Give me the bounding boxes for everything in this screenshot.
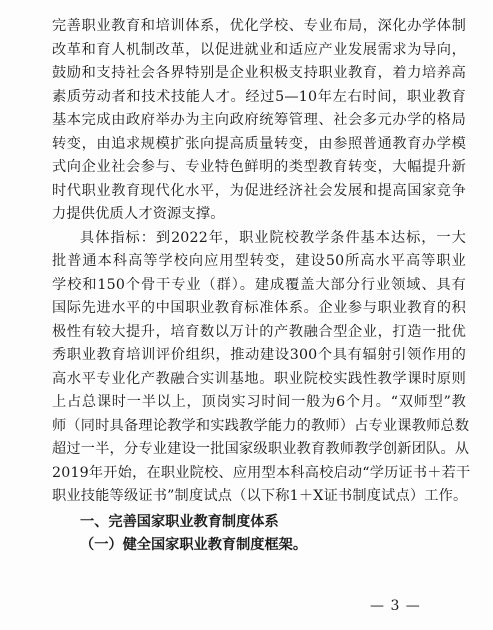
paragraph-line: 学校和150个骨干专业（群）。建成覆盖大部分行业领域、具有 xyxy=(52,276,466,293)
paragraph-line: 秀职业教育培训评价组织，推动建设300个具有辐射引领作用的 xyxy=(52,347,466,363)
paragraph-line: 力提供优质人才资源支撑。 xyxy=(52,206,225,222)
paragraph-line: 超过一半，分专业建设一批国家级职业教育教师教学创新团队。从 xyxy=(52,441,470,457)
paragraph-line: 转变，由追求规模扩张向提高质量转变，由参照普通教育办学模 xyxy=(52,135,466,152)
paragraph-line: 上占总课时一半以上，顶岗实习时间一般为6个月。“双师型”教 xyxy=(52,394,466,410)
paragraph-line: 国际先进水平的中国职业教育标准体系。企业参与职业教育的积 xyxy=(52,300,466,316)
paragraph-line: 式向企业社会参与、专业特色鲜明的类型教育转变，大幅提升新 xyxy=(52,159,466,175)
paragraph-line: 基本完成由政府举办为主向政府统筹管理、社会多元办学的格局 xyxy=(52,112,466,128)
paragraph-line: 素质劳动者和技术技能人才。经过5—10年左右时间，职业教育 xyxy=(52,88,466,105)
section-heading: 一、完善国家职业教育制度体系 xyxy=(80,513,279,530)
paragraph-line: 具体指标：到2022年，职业院校教学条件基本达标，一大 xyxy=(80,229,466,246)
paragraph-line: 师（同时具备理论教学和实践教学能力的教师）占专业课教师总数 xyxy=(52,417,470,434)
paragraph-line: 高水平专业化产教融合实训基地。职业院校实践性教学课时原则 xyxy=(52,370,466,387)
paragraph-line: 鼓励和支持社会各界特别是企业积极支持职业教育，着力培养高 xyxy=(52,65,466,81)
paragraph-line: 职业技能等级证书”制度试点（以下称1＋X证书制度试点）工作。 xyxy=(52,488,468,504)
paragraph-line: 时代职业教育现代化水平，为促进经济社会发展和提高国家竞争 xyxy=(52,182,466,199)
paragraph-line: 完善职业教育和培训体系，优化学校、专业布局，深化办学体制 xyxy=(52,18,466,34)
paragraph-line: 2019年开始，在职业院校、应用型本科高校启动“学历证书＋若干 xyxy=(52,464,471,481)
paragraph-line: 改革和育人机制改革，以促进就业和适应产业发展需求为导向， xyxy=(52,41,466,58)
paragraph-line: 批普通本科高等学校向应用型转变，建设50所高水平高等职业 xyxy=(52,253,466,269)
paragraph-line: 极性有较大提升，培育数以万计的产教融合型企业，打造一批优 xyxy=(52,323,466,340)
subsection-heading: （一）健全国家职业教育制度框架。 xyxy=(80,537,308,553)
page-number: — 3 — xyxy=(370,598,421,614)
